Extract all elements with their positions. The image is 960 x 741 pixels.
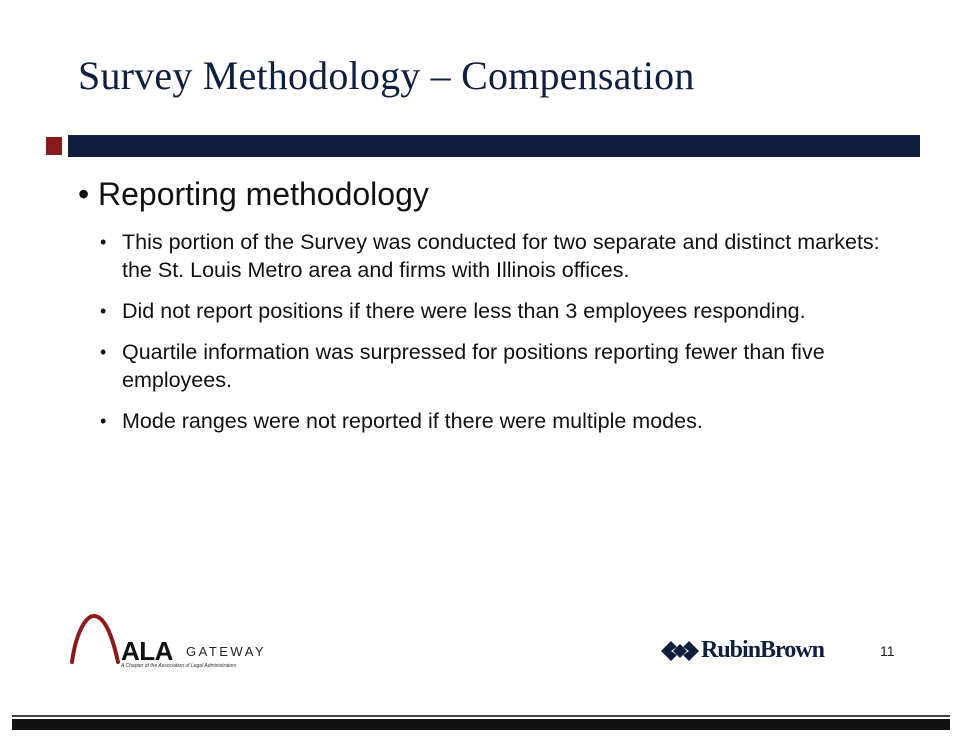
ala-logo-text: ALA	[121, 636, 173, 666]
bullet-text: Did not report positions if there were less than 3 employees responding.	[122, 299, 806, 323]
ala-logo-gateway: GATEWAY	[186, 644, 267, 659]
bullet-icon: •	[100, 232, 107, 252]
bullet-icon: •	[78, 176, 90, 212]
bullet-text: Mode ranges were not reported if there were multiple modes.	[122, 409, 703, 433]
page-number: 11	[880, 643, 895, 659]
slide-title: Survey Methodology – Compensation	[78, 53, 695, 98]
bullet-text: This portion of the Survey was conducted for two separate and distinct markets: the St. Louis Metro area and firms with Illinois offices.	[122, 230, 880, 282]
arch-icon	[68, 612, 120, 664]
bullet-item	[100, 407, 900, 435]
title-accent-square	[46, 137, 62, 155]
rubinbrown-logo-text: RubinBrown	[701, 637, 824, 663]
bullet-item	[100, 338, 900, 394]
ala-gateway-logo	[68, 612, 298, 669]
bullet-text: Quartile information was surpressed for positions reporting fewer than five employees.	[122, 340, 825, 392]
ala-logo-tagline: A Chapter of the Association of Legal Administrators	[121, 663, 237, 669]
bullet-list	[100, 228, 900, 448]
diamond-arrows-icon	[661, 640, 699, 662]
section-heading-text: Reporting methodology	[98, 176, 429, 212]
title-rule	[68, 135, 920, 157]
bullet-icon: •	[100, 301, 107, 321]
section-heading	[78, 176, 429, 213]
bullet-item	[100, 297, 900, 325]
bullet-icon: •	[100, 342, 107, 362]
footer-rule-thin	[12, 715, 950, 717]
bullet-item	[100, 228, 900, 284]
bullet-icon: •	[100, 411, 107, 431]
footer-rule	[12, 719, 950, 730]
